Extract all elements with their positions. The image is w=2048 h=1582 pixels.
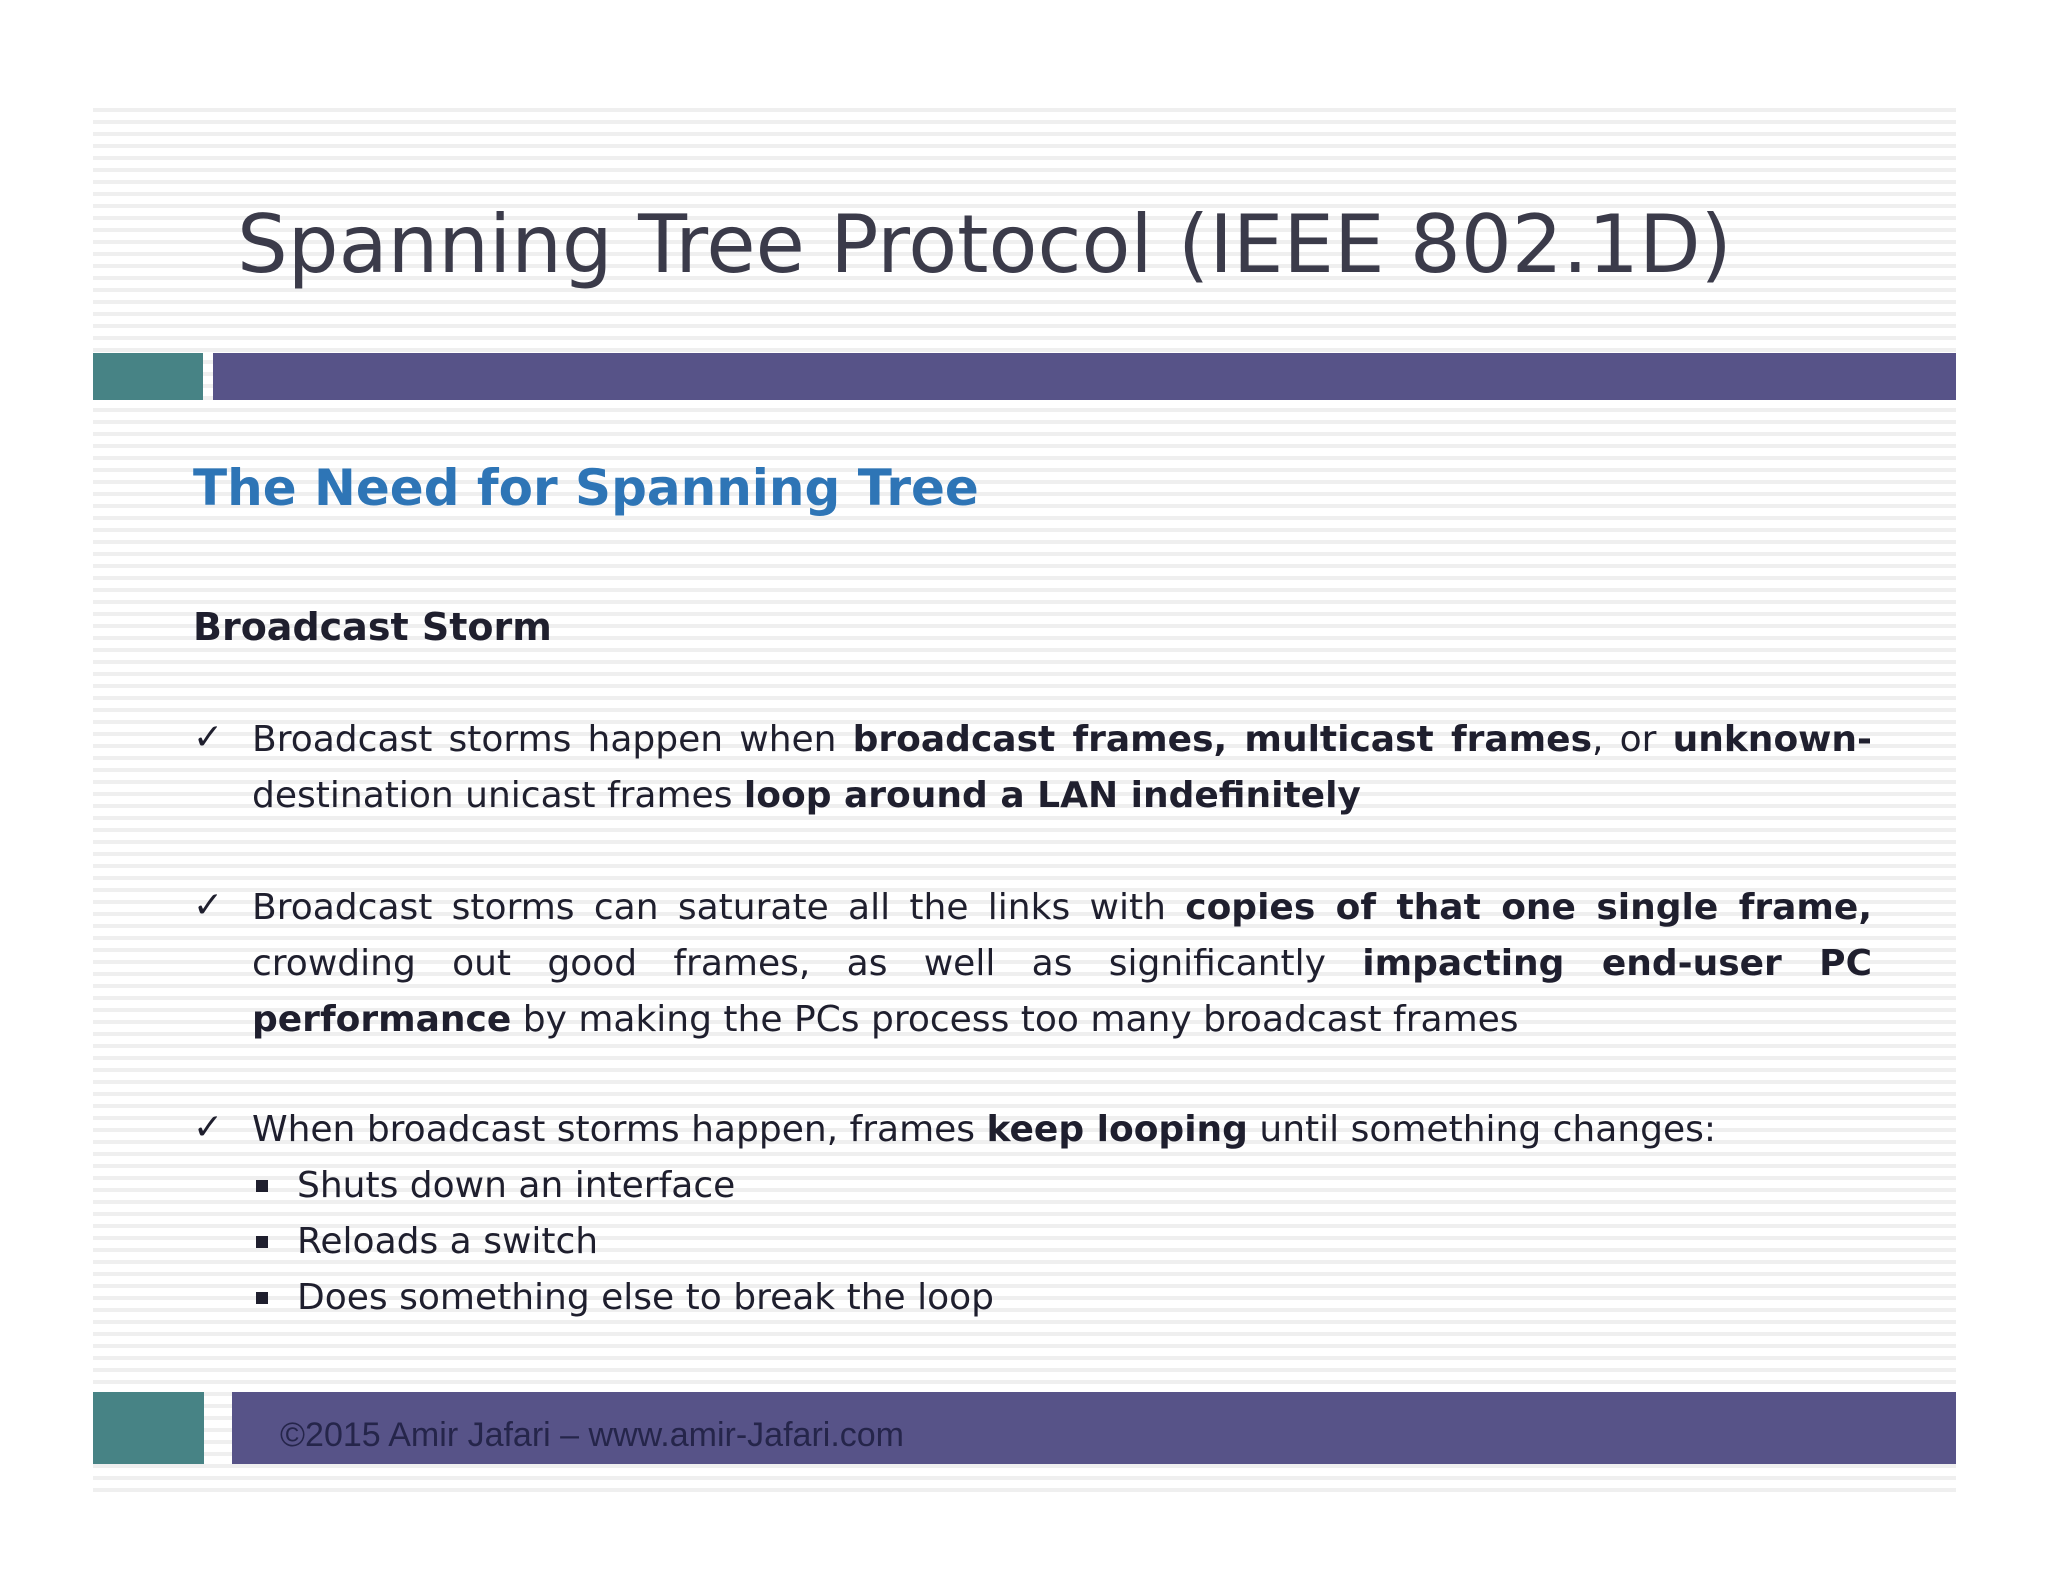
- bullet-2: [252, 880, 1872, 1048]
- sub-item: Does something else to break the loop: [297, 1277, 995, 1318]
- sub-item: Shuts down an interface: [297, 1165, 736, 1206]
- bullet-2-part: Broadcast storms can saturate all the links with: [252, 887, 1186, 928]
- sub-item: Reloads a switch: [297, 1221, 599, 1262]
- bullet-2-part: by making the PCs process too many broadcast frames: [511, 999, 1519, 1040]
- checkmark-icon: ✓: [193, 1107, 224, 1148]
- bullet-3-part: until something changes:: [1247, 1109, 1716, 1150]
- square-bullet-icon: [256, 1180, 268, 1192]
- title-accent-block: [93, 353, 203, 400]
- bullet-1-part-bold: broadcast frames, multicast frames: [852, 719, 1593, 760]
- bullet-1-part: Broadcast storms happen when: [252, 719, 853, 760]
- bullet-1-part-bold: unknown-: [1672, 719, 1872, 760]
- checkmark-icon: ✓: [193, 717, 224, 758]
- section-heading: Broadcast Storm: [193, 605, 552, 649]
- title-divider-bar: [213, 353, 1956, 400]
- square-bullet-icon: [256, 1236, 268, 1248]
- bullet-3: [252, 1102, 1872, 1158]
- checkmark-icon: ✓: [193, 885, 224, 926]
- bullet-2-part-bold: impacting end-user PC performance: [252, 943, 1872, 1040]
- slide-subtitle: The Need for Spanning Tree: [193, 459, 979, 517]
- bullet-3-part-bold: keep looping: [986, 1109, 1248, 1150]
- footer-accent-block: [93, 1392, 204, 1464]
- bullet-1-part: , or: [1592, 719, 1673, 760]
- bullet-2-part: crowding out good frames, as well as significantly: [252, 943, 1363, 984]
- slide-title: Spanning Tree Protocol (IEEE 802.1D): [237, 198, 1732, 291]
- bullet-1-part: destination unicast frames: [252, 775, 744, 816]
- footer-copyright: ©2015 Amir Jafari – www.amir-Jafari.com: [280, 1416, 905, 1454]
- bullet-2-part-bold: copies of that one single frame,: [1185, 887, 1873, 928]
- bullet-1: [252, 712, 1872, 824]
- bullet-1-part-bold: loop around a LAN indefinitely: [743, 775, 1361, 816]
- square-bullet-icon: [256, 1292, 268, 1304]
- bullet-3-part: When broadcast storms happen, frames: [252, 1109, 987, 1150]
